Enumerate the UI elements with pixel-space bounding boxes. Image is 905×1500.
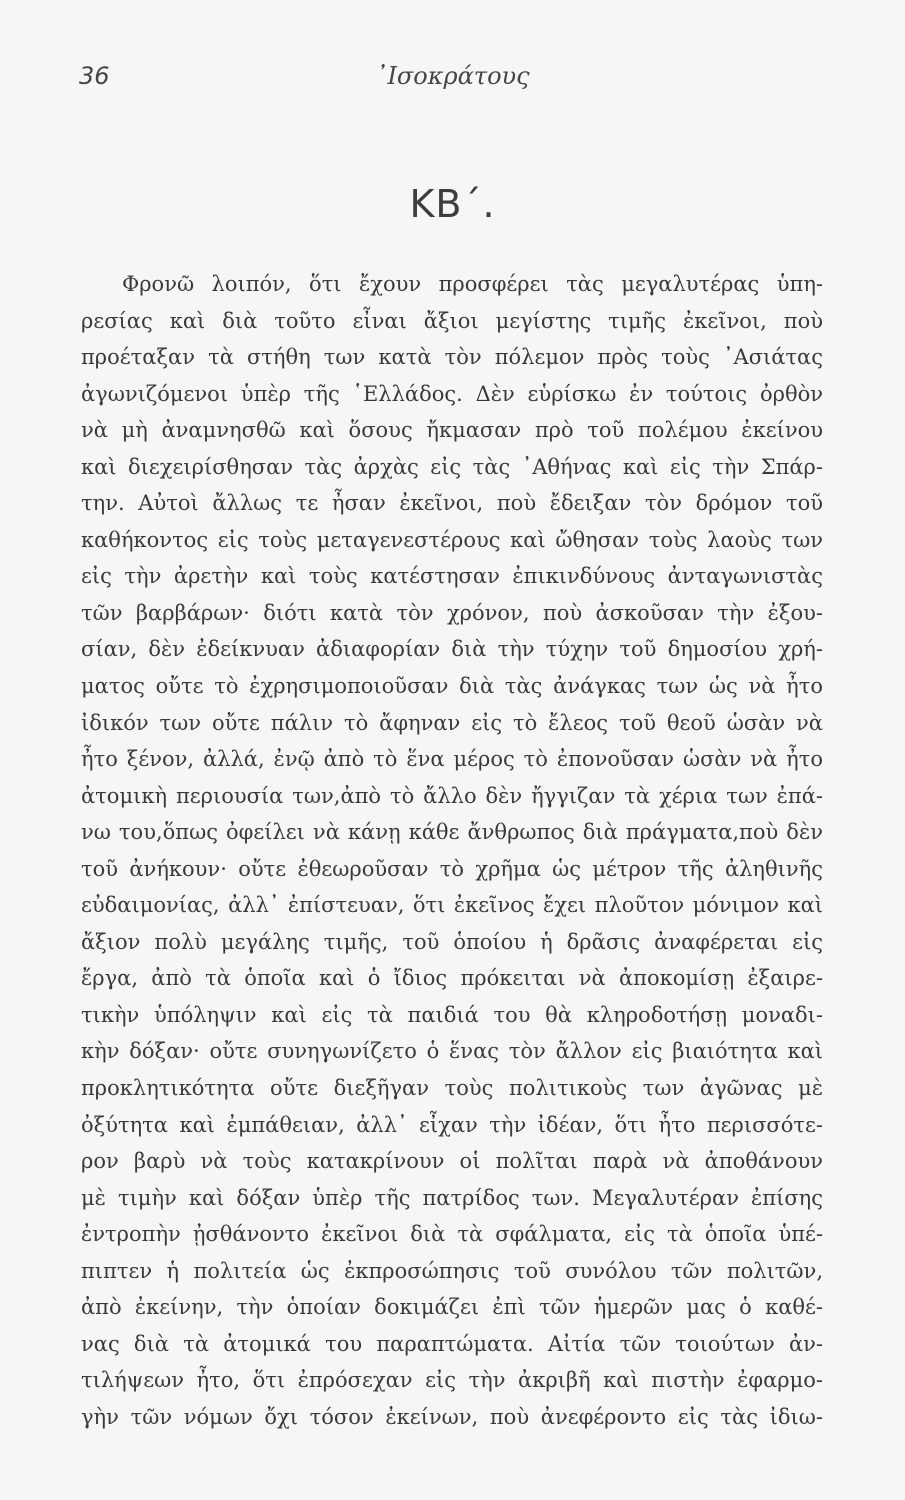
text-line: ἄξιον πολὺ μεγάλης τιμῆς, τοῦ ὁποίου ἡ δρᾶσις ἀναφέρεται εἰς	[81, 929, 823, 954]
text-line: τικὴν ὑπόληψιν καὶ εἰς τὰ παιδιά του θὰ κληροδοτήσῃ μοναδι-	[81, 1002, 823, 1027]
text-line: νας διὰ τὰ ἀτομικά του παραπτώματα. Αἰτία τῶν τοιούτων ἀν-	[81, 1331, 823, 1356]
text-line: ἀγωνιζόμενοι ὑπὲρ τῆς ῾Ελλάδος. Δὲν εὑρίσκω ἐν τούτοις ὀρθὸν	[81, 381, 823, 406]
text-line: καὶ διεχειρίσθησαν τὰς ἀρχὰς εἰς τὰς ᾿Αθήνας καὶ εἰς τὴν Σπάρ-	[81, 454, 823, 479]
page-number: 36	[79, 62, 110, 90]
text-line: νω του,ὅπως ὀφείλει νὰ κάνῃ κάθε ἄνθρωπος διὰ πράγματα,ποὺ δὲν	[81, 820, 823, 845]
text-line: εὐδαιμονίας, ἀλλ᾿ ἐπίστευαν, ὅτι ἐκεῖνος ἔχει πλοῦτον μόνιμον καὶ	[81, 893, 823, 918]
text-line: ματος οὔτε τὸ ἐχρησιμοποιοῦσαν διὰ τὰς ἀνάγκας των ὡς νὰ ἦτο	[81, 674, 823, 699]
text-line: την. Αὐτοὶ ἄλλως τε ἦσαν ἐκεῖνοι, ποὺ ἔδειξαν τὸν δρόμον τοῦ	[81, 491, 823, 516]
text-line: ἐντροπὴν ᾐσθάνοντο ἐκεῖνοι διὰ τὰ σφάλματα, εἰς τὰ ὁποῖα ὑπέ-	[81, 1222, 823, 1247]
text-line: ὀξύτητα καὶ ἐμπάθειαν, ἀλλ᾿ εἶχαν τὴν ἰδέαν, ὅτι ἦτο περισσότε-	[81, 1112, 823, 1137]
text-line: ἀπὸ ἐκείνην, τὴν ὁποίαν δοκιμάζει ἐπὶ τῶν ἡμερῶν μας ὁ καθέ-	[81, 1295, 823, 1320]
text-line: τῶν βαρβάρων· διότι κατὰ τὸν χρόνον, ποὺ ἀσκοῦσαν τὴν ἐξου-	[81, 600, 823, 625]
text-line: Φρονῶ λοιπόν, ὅτι ἔχουν προσφέρει τὰς μεγαλυτέρας ὑπη-	[122, 272, 823, 296]
chapter-heading: ΚΒ΄.	[409, 182, 496, 226]
text-line: εἰς τὴν ἀρετὴν καὶ τοὺς κατέστησαν ἐπικινδύνους ἀνταγωνιστὰς	[81, 564, 823, 589]
running-title: ᾿Ισοκράτους	[375, 62, 530, 90]
text-line: ἀτομικὴ περιουσία των,ἀπὸ τὸ ἄλλο δὲν ἤγγιζαν τὰ χέρια των ἐπά-	[81, 783, 823, 808]
text-line: σίαν, δὲν ἐδείκνυαν ἀδιαφορίαν διὰ τὴν τύχην τοῦ δημοσίου χρή-	[81, 637, 823, 662]
text-line: ρεσίας καὶ διὰ τοῦτο εἶναι ἄξιοι μεγίστης τιμῆς ἐκεῖνοι, ποὺ	[81, 308, 823, 333]
text-line: καθήκοντος εἰς τοὺς μεταγενεστέρους καὶ ὤθησαν τοὺς λαοὺς των	[81, 527, 823, 552]
text-line: ἔργα, ἀπὸ τὰ ὁποῖα καὶ ὁ ἴδιος πρόκειται νὰ ἀποκομίσῃ ἐξαιρε-	[81, 966, 823, 991]
text-line: πιπτεν ἡ πολιτεία ὡς ἐκπροσώπησις τοῦ συνόλου τῶν πολιτῶν,	[81, 1258, 823, 1283]
text-line: κὴν δόξαν· οὔτε συνηγωνίζετο ὁ ἕνας τὸν ἄλλον εἰς βιαιότητα καὶ	[81, 1039, 823, 1064]
text-line: μὲ τιμὴν καὶ δόξαν ὑπὲρ τῆς πατρίδος των. Μεγαλυτέραν ἐπίσης	[81, 1185, 823, 1210]
text-line: τιλήψεων ἦτο, ὅτι ἐπρόσεχαν εἰς τὴν ἀκριβῆ καὶ πιστὴν ἐφαρμο-	[81, 1368, 823, 1393]
text-line: γὴν τῶν νόμων ὄχι τόσον ἐκείνων, ποὺ ἀνεφέροντο εἰς τὰς ἰδιω-	[81, 1404, 823, 1429]
text-line: προκλητικότητα οὔτε διεξῆγαν τοὺς πολιτικοὺς των ἀγῶνας μὲ	[81, 1076, 823, 1101]
text-line: νὰ μὴ ἀναμνησθῶ καὶ ὅσους ἤκμασαν πρὸ τοῦ πολέμου ἐκείνου	[81, 418, 823, 443]
text-line: ἰδικόν των οὔτε πάλιν τὸ ἄφηναν εἰς τὸ ἔλεος τοῦ θεοῦ ὡσὰν νὰ	[81, 710, 823, 735]
text-line: ρον βαρὺ νὰ τοὺς κατακρίνουν οἱ πολῖται παρὰ νὰ ἀποθάνουν	[81, 1149, 823, 1174]
text-line: προέταξαν τὰ στήθη των κατὰ τὸν πόλεμον πρὸς τοὺς ᾿Ασιάτας	[81, 345, 823, 370]
text-line: ἦτο ξένον, ἀλλά, ἐνῷ ἀπὸ τὸ ἕνα μέρος τὸ ἐπονοῦσαν ὡσὰν νὰ ἦτο	[81, 747, 823, 772]
body-text	[81, 266, 823, 1436]
text-line: τοῦ ἀνήκουν· οὔτε ἐθεωροῦσαν τὸ χρῆμα ὡς μέτρον τῆς ἀληθινῆς	[81, 856, 823, 881]
